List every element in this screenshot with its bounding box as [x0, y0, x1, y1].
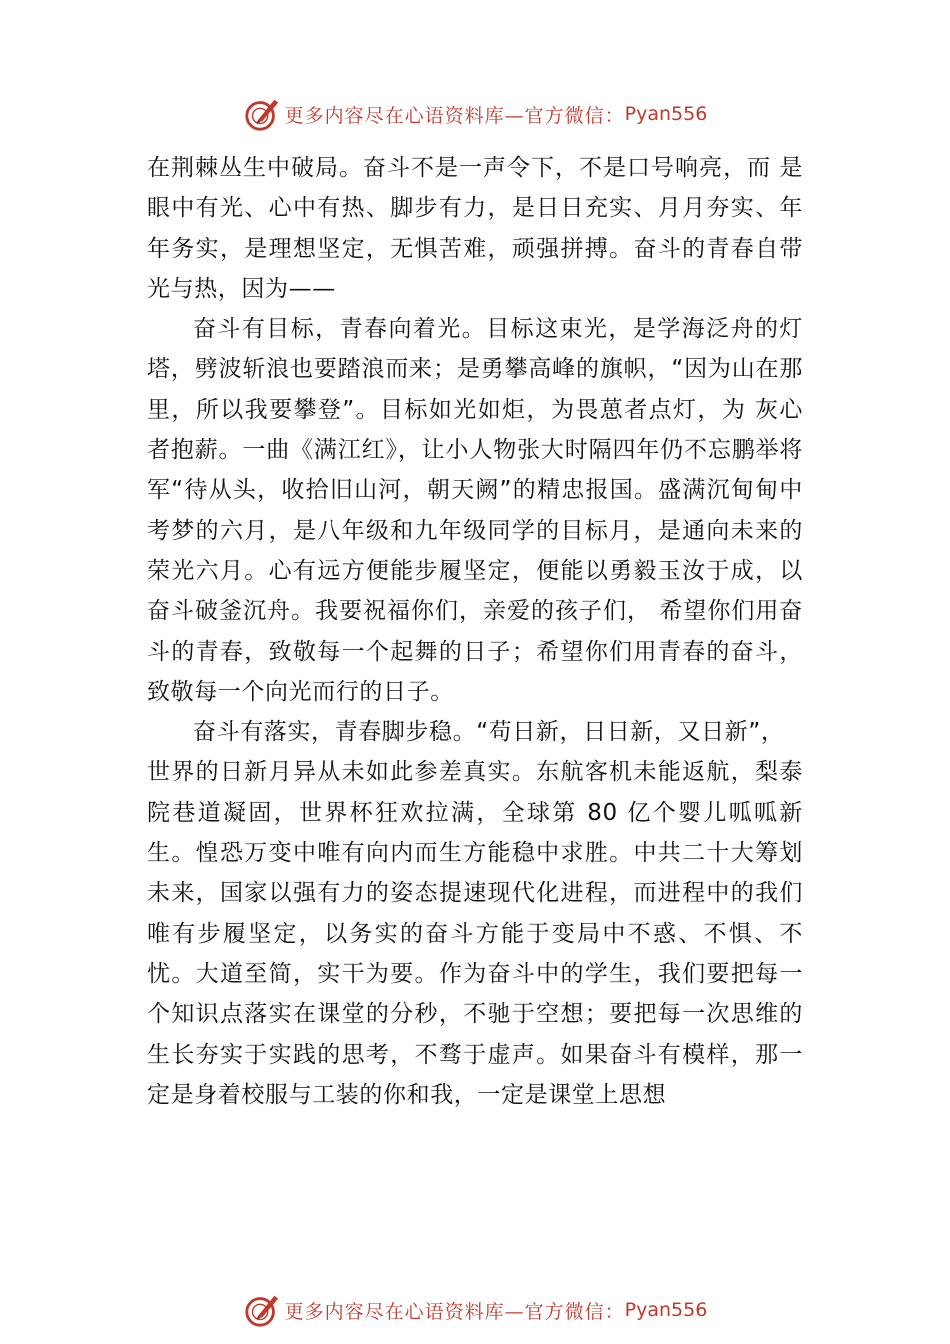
- header-banner: [0, 94, 950, 134]
- footer-text: 更多内容尽在心语资料库—官方微信：: [284, 1300, 625, 1323]
- paragraph-4: 世界的日新月异从未如此参差真实。东航客机未能返航，梨泰院巷道凝固，世界杯狂欢拉满，全球第 80 亿个婴儿呱呱新生。惶恐万变中唯有向内而生方能稳中求胜。中共二十大筹划未来，国家以强有力的姿态提速现代化进程，而进程中的我们唯有步履坚定，以务实的奋斗方能于变局中不惑、不惧、不忧。大道至简，实干为要。作为奋斗中的学生，我们要把每一个知识点落实在课堂的分秒，不驰于空想；要把每一次思维的生长夯实于实践的思考，不骛于虚声。如果奋斗有模样，那一定是身着校服与工装的你和我，一定是课堂上思想: [147, 759, 803, 1108]
- pen-logo-icon: [243, 1291, 281, 1329]
- footer-wechat-id: Pyan556: [624, 1299, 708, 1321]
- document-body: [147, 148, 803, 1115]
- pen-logo-icon: [243, 95, 281, 133]
- header-text: 更多内容尽在心语资料库—官方微信：: [284, 104, 625, 127]
- paragraph-3: 奋斗有落实，青春脚步稳。“苟日新，日日新，又日新”，: [193, 719, 785, 746]
- footer-banner: [0, 1290, 950, 1330]
- paragraph-2: 奋斗有目标，青春向着光。目标这束光，是学海泛舟的灯塔，劈波斩浪也要踏浪而来；是勇攀高峰的旗帜，“因为山在那里，所以我要攀登”。目标如光如炬，为畏葸者点灯，为 灰心者抱薪。一曲《满江红》，让小人物张大时隔四年仍不忘鹏举将军“待从头，收拾旧山河，朝天阙”的精忠报国。盛满沉甸甸中考梦的六月，是八年级和九年级同学的目标月，是通向未来的荣光六月。心有远方便能步履坚定，便能以勇毅玉汝于成，以奋斗破釜沉舟。我要祝福你们，亲爱的孩子们， 希望你们用奋斗的青春，致敬每一个起舞的日子；希望你们用青春的奋斗，致敬每一个向光而行的日子。: [147, 316, 803, 705]
- paragraph-1: 在荆棘丛生中破局。奋斗不是一声令下，不是口号响亮，而 是眼中有光、心中有热、脚步有力，是日日充实、月月夯实、年年务实，是理想坚定，无惧苦难，顽强拼搏。奋斗的青春自带光与热，因为——: [147, 155, 803, 302]
- header-wechat-id: Pyan556: [624, 103, 708, 125]
